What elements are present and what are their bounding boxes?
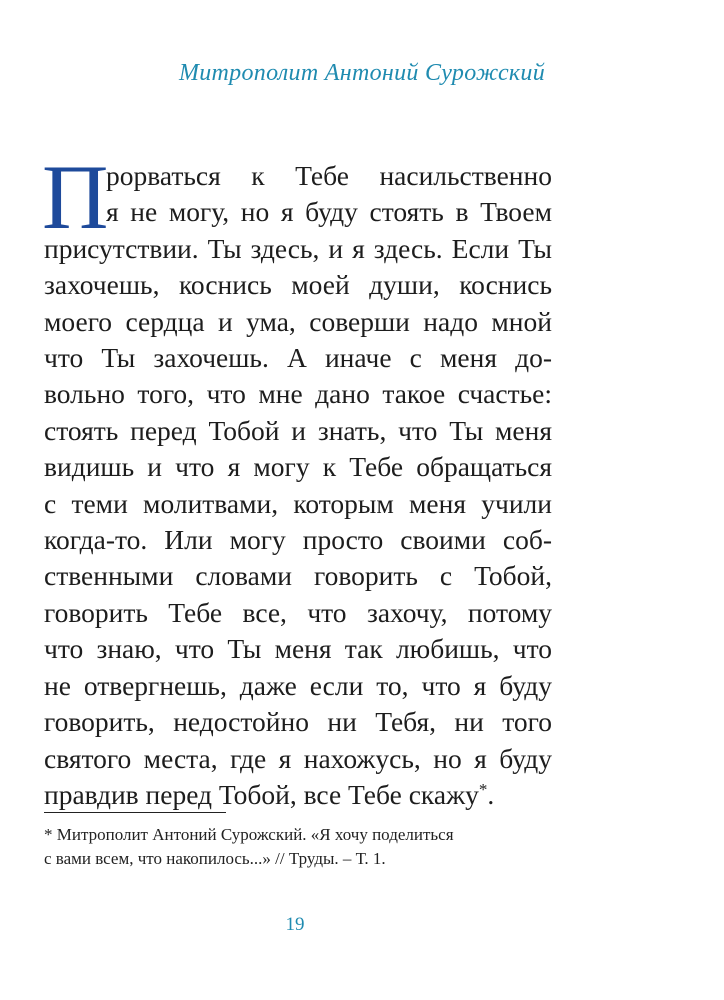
text-line: что Ты захочешь. А иначе с меня до-	[44, 342, 552, 374]
text-line-last: правдив перед Тобой, все Тебе скажу*.	[44, 778, 495, 810]
text-line: моего сердца и ума, соверши надо мной	[44, 305, 552, 337]
page-number: 19	[285, 914, 305, 935]
text-line: святого места, где я нахожусь, но я буду	[44, 742, 552, 774]
text-line: не отвергнешь, даже если то, что я буду	[44, 669, 552, 701]
text-line: говорить Тебе все, что захочу, потому	[44, 596, 552, 628]
text-line: захочешь, коснись моей души, коснись	[44, 269, 552, 301]
footnote-divider	[44, 812, 226, 813]
last-line-text: правдив перед Тобой, все Тебе скажу	[44, 778, 479, 810]
footnote-line: * Митрополит Антоний Сурожский. «Я хочу поделиться	[44, 825, 454, 844]
text-line: что знаю, что Ты меня так любишь, что	[44, 633, 552, 665]
running-head: Митрополит Антоний Сурожский	[178, 60, 546, 86]
drop-cap: П	[42, 146, 109, 248]
footnote-reference[interactable]: *	[478, 779, 488, 799]
footnote	[44, 823, 544, 871]
text-line: присутствии. Ты здесь, и я здесь. Если Ты	[44, 232, 552, 264]
body-text	[42, 146, 552, 813]
text-line: когда-то. Или могу просто своими соб-	[44, 524, 552, 556]
text-line: вольно того, что мне дано такое счастье:	[44, 378, 552, 410]
text-line: рорваться к Тебе насильственно	[106, 160, 552, 191]
text-line: говорить, недостойно ни Тебя, ни того	[44, 706, 552, 738]
text-line: я не могу, но я буду стоять в Твоем	[106, 196, 552, 228]
text-line: видишь и что я могу к Тебе обращаться	[44, 451, 552, 483]
footnote-line: с вами всем, что накопилось...» // Труды. – Т. 1.	[44, 849, 386, 868]
text-line: ственными словами говорить с Тобой,	[44, 560, 552, 592]
text-line: с теми молитвами, которым меня учили	[44, 487, 552, 519]
text-line: стоять перед Тобой и знать, что Ты меня	[44, 414, 552, 446]
